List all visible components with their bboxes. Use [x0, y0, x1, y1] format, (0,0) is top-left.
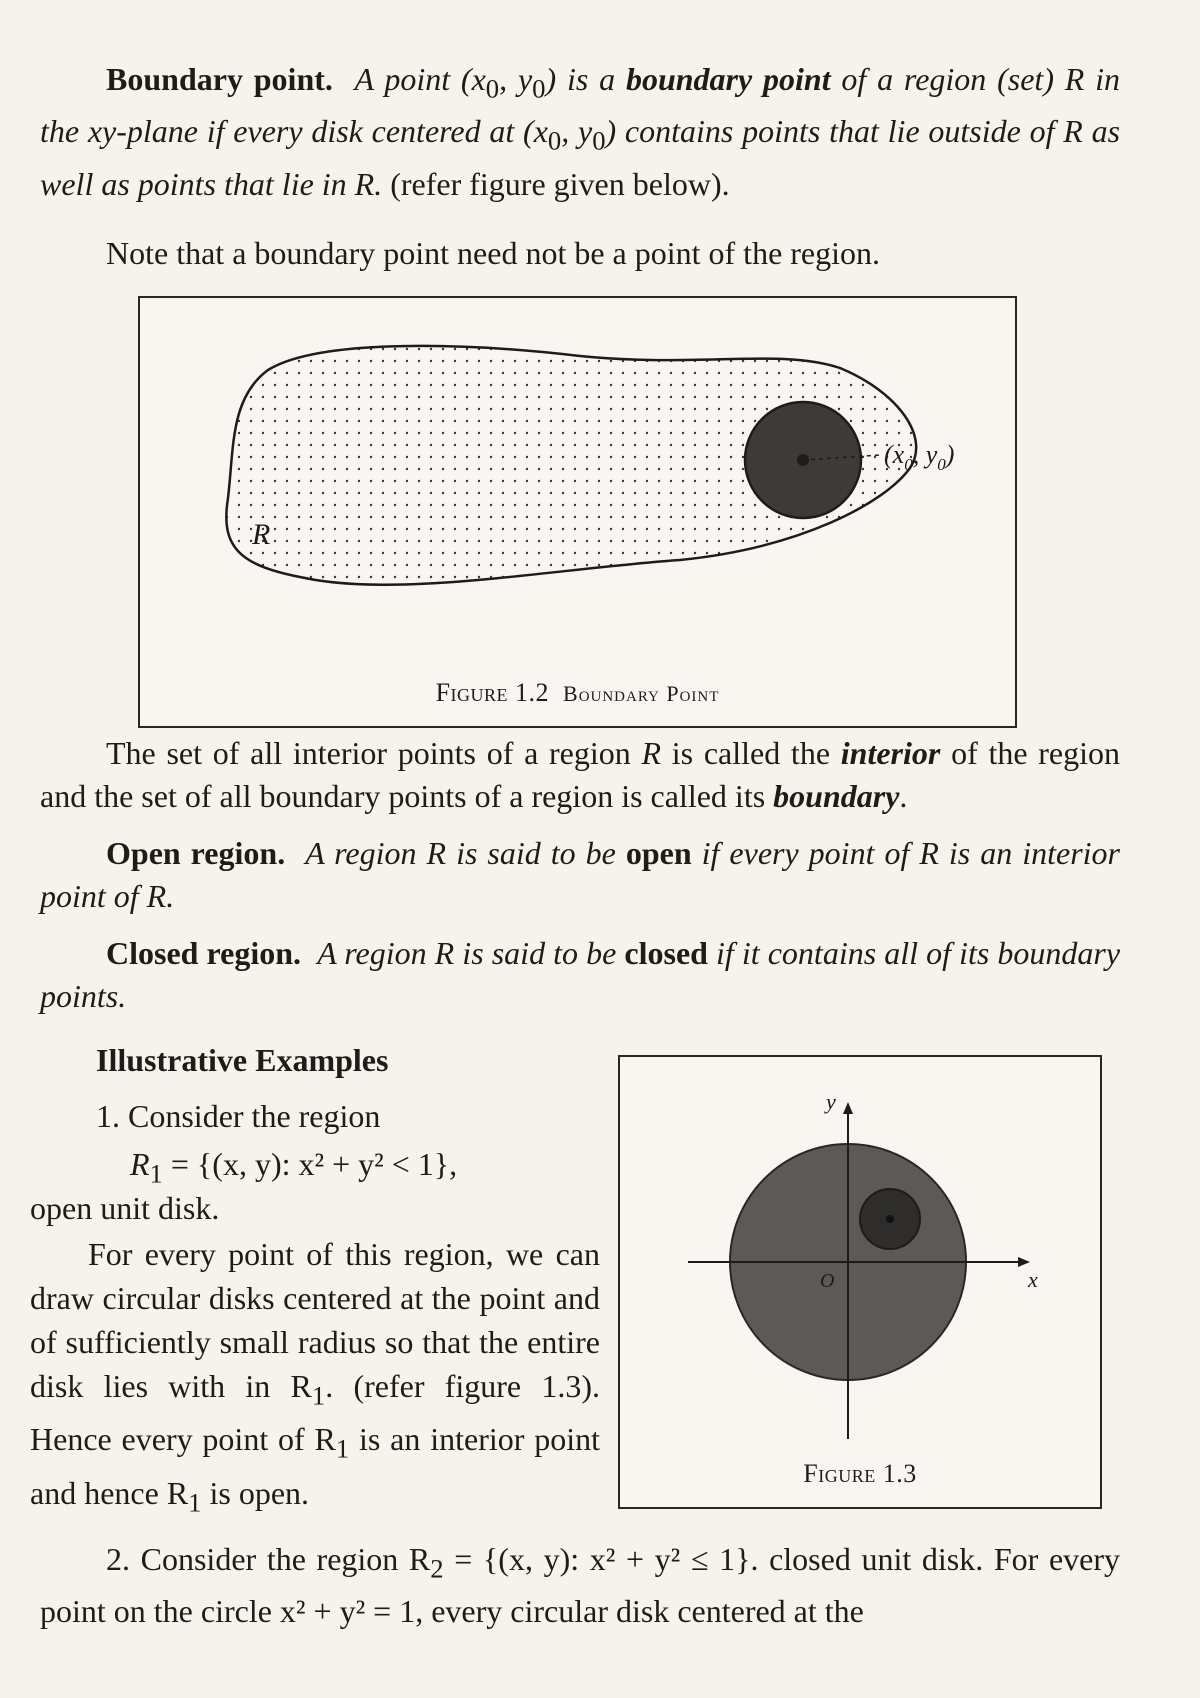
figure-1-2 — [138, 296, 1017, 728]
example-1-explanation: For every point of this region, we can draw circular disks centered at the point and of sufficiently small radius so that the entire disk lies with in $R_1$. (refer figure 1.3). Hence every point of $R_1$ is an interior point and hence $R_1$ is open. — [30, 1236, 601, 1518]
closed-region-definition: Closed region. A region R is said to be closed if it contains all of its boundary points. — [40, 935, 1121, 1014]
open-region-definition: Open region. A region R is said to be open if every point of R is an interior point of R. — [40, 835, 1121, 914]
examples-heading: Illustrative Examples — [96, 1042, 389, 1078]
region-label: R — [252, 518, 271, 551]
y-axis-label: y — [826, 1089, 836, 1114]
figure-1-3-caption: Figure 1.3 — [803, 1459, 917, 1488]
origin-label: O — [820, 1270, 835, 1292]
example-2-paragraph: 2. Consider the region $R_2 = \{(x$, y): x² + y² ≤ 1}. closed unit disk. For every point on the circle x² + y² = 1, every circular disk centered at the — [40, 1541, 1121, 1630]
unit-disk-diagram — [620, 1057, 1100, 1507]
boundary-point-term: Boundary point. — [106, 61, 333, 97]
figure-1-3 — [618, 1055, 1102, 1509]
figure-1-2-caption: Figure 1.2 Boundary Point — [435, 678, 720, 707]
x-axis-label: x — [1028, 1267, 1038, 1292]
example-1-intro: 1. Consider the region — [96, 1098, 381, 1134]
example-1-set: $R_1 = \{(x$, y): x² + y² < 1}, — [130, 1146, 458, 1189]
boundary-point-definition: Boundary point. A point ($x_0$, $y_0$) is a boundary point of a region (set) R in the xy-plane if every disk centered at ($x_0$, $y_0$) contains points that lie outside of R as well as points that lie in R. (refer figure given below). — [40, 61, 1121, 202]
point-label: ($x_0$, $y_0$) — [884, 440, 955, 474]
interior-boundary-paragraph: The set of all interior points of a region R is called the interior of the region and the set of all boundary points of a region is called its boundary. — [40, 735, 1121, 814]
boundary-point-diagram — [140, 298, 1015, 726]
example-1-name: open unit disk. — [30, 1190, 220, 1226]
note-line: Note that a boundary point need not be a point of the region. — [106, 235, 881, 271]
